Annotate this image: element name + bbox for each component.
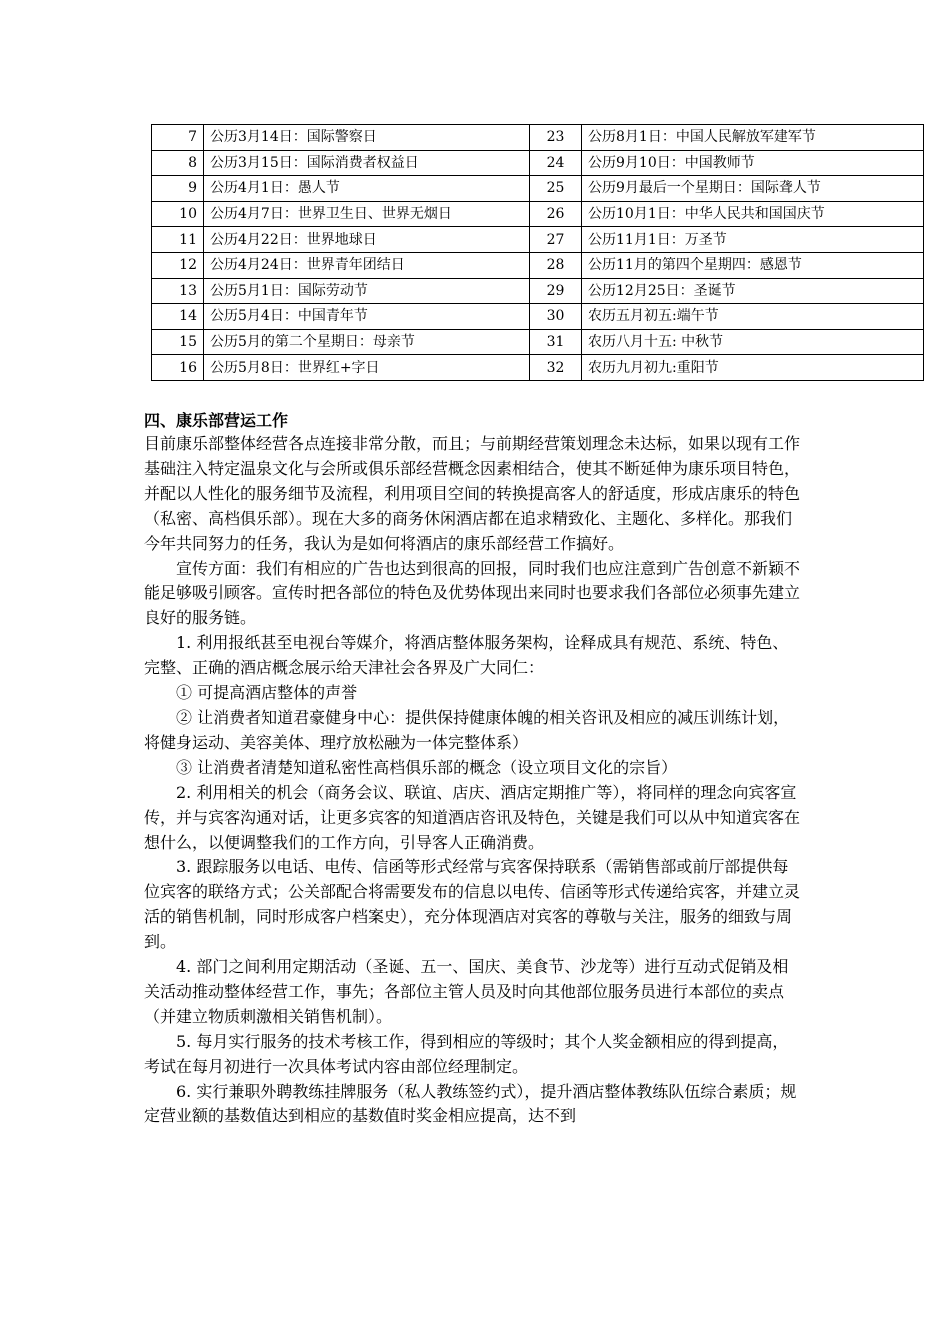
holiday-number: 14: [152, 304, 204, 330]
holiday-name: 公历9月最后一个星期日：国际聋人节: [582, 176, 924, 202]
holiday-number: 12: [152, 252, 204, 278]
holiday-name: 农历五月初五:端午节: [582, 304, 924, 330]
table-row: [152, 227, 924, 253]
holiday-number: 11: [152, 227, 204, 253]
holiday-number: 24: [530, 150, 582, 176]
table-row: [152, 125, 924, 151]
paragraph-item-6: 6. 实行兼职外聘教练挂牌服务（私人教练签约式），提升酒店整体教练队伍综合素质；规定营业额的基数值达到相应的基数值时奖金相应提高，达不到: [144, 1081, 797, 1126]
holiday-name: 公历4月1日：愚人节: [204, 176, 530, 202]
holiday-number: 26: [530, 201, 582, 227]
holiday-name: 农历九月初九:重阳节: [582, 355, 924, 381]
section-title: 四、康乐部营运工作: [144, 411, 289, 430]
table-row: [152, 355, 924, 381]
holiday-table: [151, 124, 924, 381]
paragraph-item-2: 2. 利用相关的机会（商务会议、联谊、店庆、酒店定期推广等），将同样的理念向宾客宣传，并与宾客沟通对话，让更多宾客的知道酒店咨讯及特色，关键是我们可以从中知道宾客在想什么，以便调整我们的工作方向，引导客人正确消费。: [144, 782, 801, 852]
table-row: [152, 176, 924, 202]
holiday-number: 23: [530, 125, 582, 151]
holiday-name: 公历10月1日：中华人民共和国国庆节: [582, 201, 924, 227]
holiday-number: 28: [530, 252, 582, 278]
holiday-number: 10: [152, 201, 204, 227]
holiday-name: 公历5月4日：中国青年节: [204, 304, 530, 330]
holiday-number: 32: [530, 355, 582, 381]
holiday-name: 公历3月14日：国际警察日: [204, 125, 530, 151]
holiday-number: 29: [530, 278, 582, 304]
holiday-name: 公历5月1日：国际劳动节: [204, 278, 530, 304]
holiday-name: 农历八月十五: 中秋节: [582, 329, 924, 355]
holiday-name: 公历4月7日：世界卫生日、世界无烟日: [204, 201, 530, 227]
table-row: [152, 252, 924, 278]
holiday-number: 9: [152, 176, 204, 202]
paragraph-subitem-1: ① 可提高酒店整体的声誉: [176, 683, 358, 703]
holiday-number: 15: [152, 329, 204, 355]
paragraph-subitem-2: ② 让消费者知道君豪健身中心：提供保持健康体魄的相关咨讯及相应的减压训练计划，将健身运动、美容美体、理疗放松融为一体完整体系）: [144, 707, 790, 752]
holiday-name: 公历11月的第四个星期四：感恩节: [582, 252, 924, 278]
table-row: [152, 278, 924, 304]
holiday-name: 公历5月的第二个星期日：母亲节: [204, 329, 530, 355]
holiday-number: 8: [152, 150, 204, 176]
holiday-name: 公历8月1日：中国人民解放军建军节: [582, 125, 924, 151]
paragraph-item-1: 1. 利用报纸甚至电视台等媒介，将酒店整体服务架构，诠释成具有规范、系统、特色、完整、正确的酒店概念展示给天津社会各界及广大同仁：: [144, 633, 789, 678]
holiday-name: 公历3月15日：国际消费者权益日: [204, 150, 530, 176]
section-body: [144, 432, 804, 1129]
holiday-table-body: [152, 125, 924, 381]
paragraph-item-4: 4. 部门之间利用定期活动（圣诞、五一、国庆、美食节、沙龙等）进行互动式促销及相关活动推动整体经营工作，事先；各部位主管人员及时向其他部位服务员进行本部位的卖点（并建立物质刺激相关销售机制）。: [144, 957, 789, 1026]
holiday-name: 公历9月10日：中国教师节: [582, 150, 924, 176]
holiday-name: 公历4月22日：世界地球日: [204, 227, 530, 253]
holiday-number: 7: [152, 125, 204, 151]
table-row: [152, 150, 924, 176]
holiday-number: 13: [152, 278, 204, 304]
paragraph-item-3: 3. 跟踪服务以电话、电传、信函等形式经常与宾客保持联系（需销售部或前厅部提供每位宾客的联络方式；公关部配合将需要发布的信息以电传、信函等形式传递给宾客，并建立灵活的销售机制，同时形成客户档案史），充分体现酒店对宾客的尊敬与关注，服务的细致与周到。: [144, 857, 801, 952]
paragraph-item-5: 5. 每月实行服务的技术考核工作，得到相应的等级时；其个人奖金额相应的得到提高，考试在每月初进行一次具体考试内容由部位经理制定。: [144, 1031, 789, 1076]
paragraph-intro: 目前康乐部整体经营各点连接非常分散，而且；与前期经营策划理念未达标，如果以现有工作基础注入特定温泉文化与会所或俱乐部经营概念因素相结合，使其不断延伸为康乐项目特色，并配以人性化的服务细节及流程，利用项目空间的转换提高客人的舒适度，形成店康乐的特色（私密、高档俱乐部）。现在大多的商务休闲酒店都在追求精致化、主题化、多样化。那我们今年共同努力的任务，我认为是如何将酒店的康乐部经营工作搞好。: [144, 434, 801, 553]
holiday-name: 公历4月24日：世界青年团结日: [204, 252, 530, 278]
table-row: [152, 304, 924, 330]
holiday-number: 25: [530, 176, 582, 202]
holiday-number: 30: [530, 304, 582, 330]
table-row: [152, 329, 924, 355]
holiday-number: 16: [152, 355, 204, 381]
holiday-name: 公历11月1日：万圣节: [582, 227, 924, 253]
holiday-number: 27: [530, 227, 582, 253]
paragraph-publicity: 宣传方面：我们有相应的广告也达到很高的回报，同时我们也应注意到广告创意不新颖不能足够吸引顾客。宣传时把各部位的特色及优势体现出来同时也要求我们各部位必须事先建立良好的服务链。: [144, 558, 801, 628]
paragraph-subitem-3: ③ 让消费者清楚知道私密性高档俱乐部的概念（设立项目文化的宗旨）: [176, 757, 678, 777]
holiday-number: 31: [530, 329, 582, 355]
holiday-name: 公历5月8日：世界红+字日: [204, 355, 530, 381]
table-row: [152, 201, 924, 227]
holiday-name: 公历12月25日：圣诞节: [582, 278, 924, 304]
